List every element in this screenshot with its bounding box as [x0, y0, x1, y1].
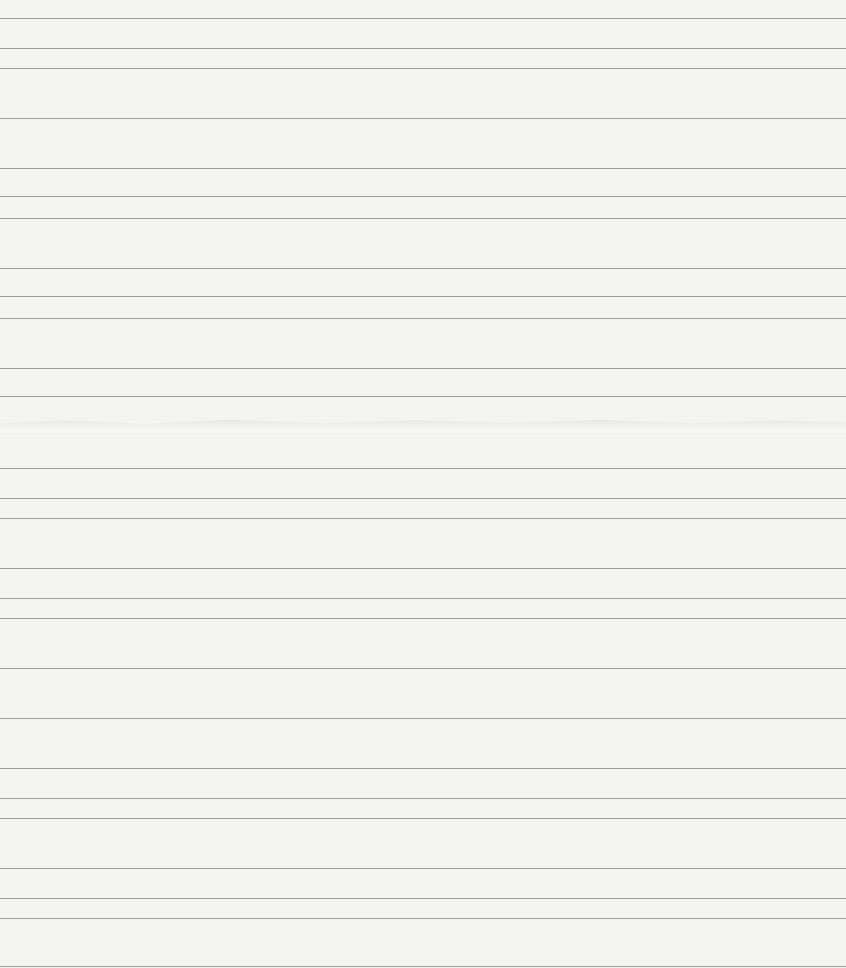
ruled-line	[0, 48, 846, 49]
ruled-line	[0, 68, 846, 69]
paper-tear	[0, 419, 846, 433]
ruled-line	[0, 568, 846, 569]
ruled-line	[0, 396, 846, 397]
ruled-line	[0, 368, 846, 369]
ruled-line	[0, 966, 846, 967]
ruled-line	[0, 18, 846, 19]
ruled-line	[0, 268, 846, 269]
ruled-line	[0, 898, 846, 899]
ruled-line	[0, 218, 846, 219]
ruled-line	[0, 196, 846, 197]
ruled-line	[0, 168, 846, 169]
ruled-line	[0, 618, 846, 619]
ruled-line	[0, 518, 846, 519]
ruled-line	[0, 718, 846, 719]
ruled-line	[0, 768, 846, 769]
ruled-line	[0, 468, 846, 469]
ruled-line	[0, 318, 846, 319]
ruled-line	[0, 818, 846, 819]
ruled-line	[0, 798, 846, 799]
ruled-line	[0, 668, 846, 669]
ruled-line	[0, 918, 846, 919]
ruled-line	[0, 868, 846, 869]
ruled-line	[0, 118, 846, 119]
ruled-line	[0, 498, 846, 499]
ruled-line	[0, 296, 846, 297]
ruled-line	[0, 598, 846, 599]
